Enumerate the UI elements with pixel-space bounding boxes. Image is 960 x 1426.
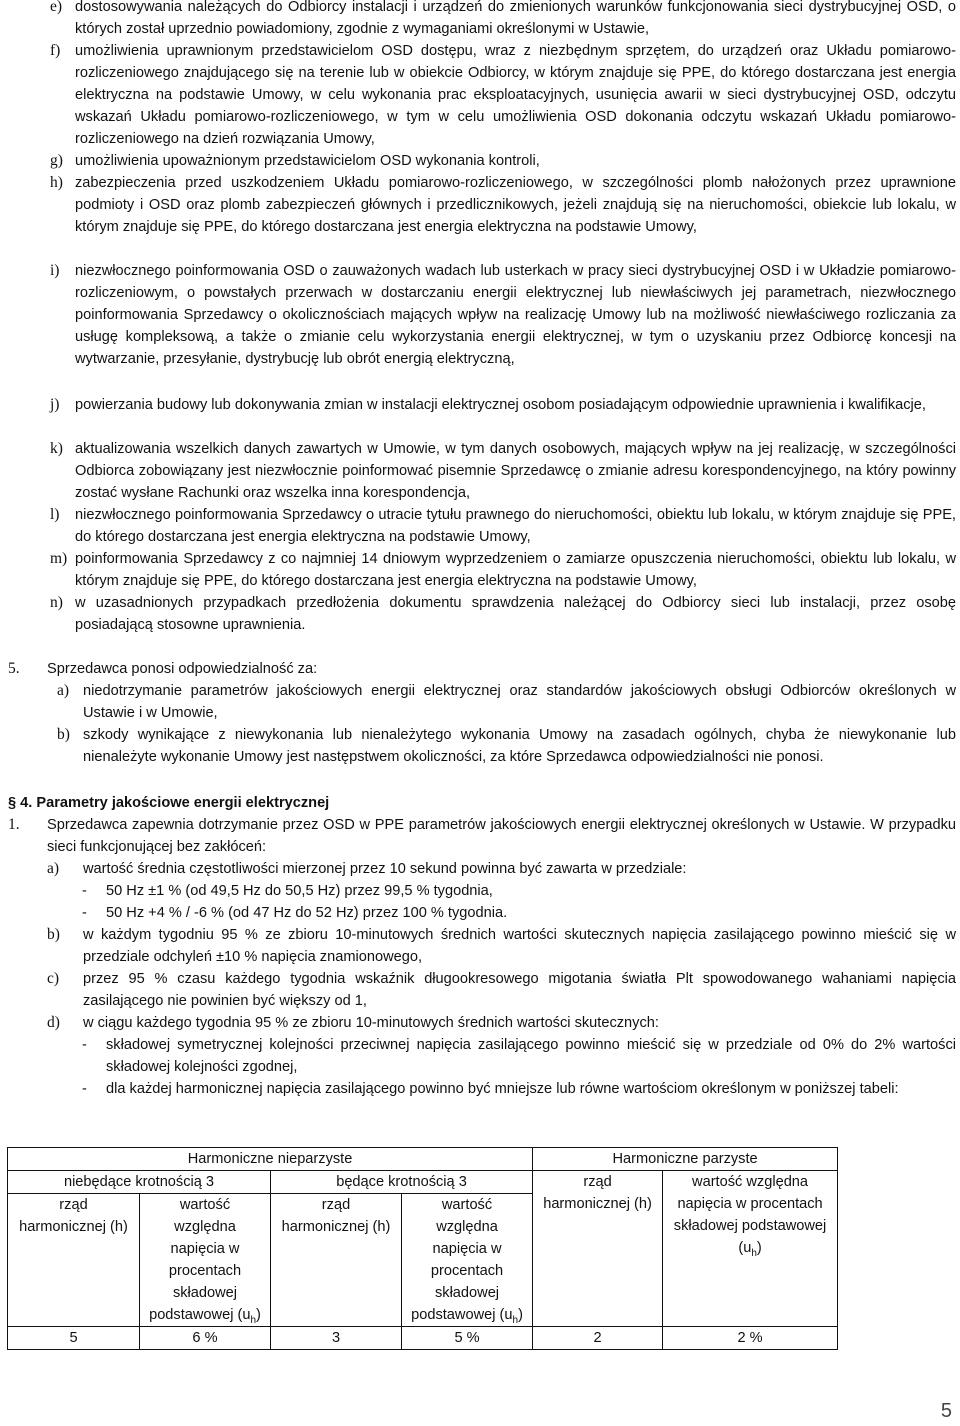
table-header-order-is3 [271,1194,402,1327]
list-text: przez 95 % czasu każdego tygodnia wskaźnik długookresowego migotania światła Plt spowodowanego wahaniami napięcia zasilającego nie powinien być większy od 1, [83,971,956,1009]
list-text: umożliwienia upoważnionym przedstawicielom OSD wykonania kontroli, [75,153,540,169]
page-number: 5 [940,1400,952,1422]
list-label: j) [50,396,60,413]
table-header-multiple-3: będące krotnością 3 [271,1171,533,1194]
table-header-value-is3 [402,1194,533,1327]
closing-paren: ) [256,1307,261,1323]
table-header-text-wrap [402,1194,532,1326]
table-header-text-wrap [140,1194,270,1326]
list-text: umożliwienia uprawnionym przedstawicielom OSD dostępu, wraz z niezbędnym sprzętem, do urządzeń oraz Układu pomiarowo-rozliczeniowego znajdującego się na terenie lub w obiekcie Odbiorcy, w którym znajduje się PPE, do którego dostarczana jest energia elektryczna na podstawie Umowy, w celu wykonania prac eksploatacyjnych, usunięcia awarii w sieci dystrybucyjnej OSD, odczytu wskazań Układu pomiarowo-rozliczeniowego, w tym w celu umożliwienia OSD dokonania odczytu wskazań Układu pomiarowo-rozliczeniowego na dzień rozwiązania Umowy, [75,43,956,147]
subscript-h: h [512,1314,519,1326]
dash-text: dla każdej harmonicznej napięcia zasilającego powinno być mniejsze lub równe wartościom określonym w poniższej tabeli: [106,1081,899,1097]
dash-text: 50 Hz ±1 % (od 49,5 Hz do 50,5 Hz) przez 99,5 % tygodnia, [106,883,493,899]
harmonics-table [7,1147,838,1350]
table-cell: 2 % [663,1327,838,1350]
table-header-even: Harmoniczne parzyste [533,1148,838,1171]
table-header-text: rząd harmonicznej (h) [281,1197,391,1235]
list-text: niezwłocznego poinformowania Sprzedawcy o utracie tytułu prawnego do nieruchomości, obiektu lub lokalu, w którym znajduje się PPE, do którego dostarczana jest energia elektryczna na podstawie Umowy, [75,507,956,545]
section-heading: § 4. Parametry jakościowe energii elektrycznej [8,795,330,811]
subscript-h: h [250,1314,257,1326]
table-header-value-not3 [140,1194,271,1327]
list-label: m) [50,550,68,567]
table-cell: 3 [271,1327,402,1350]
list-label: l) [50,506,60,523]
list-label: h) [50,174,63,191]
closing-paren: ) [756,1240,762,1256]
point-text: Sprzedawca zapewnia dotrzymanie przez OSD w PPE parametrów jakościowych energii elektrycznej określonych w Ustawie. W przypadku sieci funkcjonującej bez zakłóceń: [47,817,956,855]
list-label: e) [50,0,63,15]
subscript-h: h [751,1247,757,1259]
point-label: 5. [8,660,20,677]
list-text: wartość średnia częstotliwości mierzonej przez 10 sekund powinna być zawarta w przedziale: [83,861,687,877]
list-label: n) [50,594,63,611]
table-cell: 5 % [402,1327,533,1350]
table-cell: 2 [533,1327,663,1350]
dash-text: składowej symetrycznej kolejności przeciwnej napięcia zasilającego powinno mieścić się w przedziale od 0% do 2% wartości składowej kolejności zgodnej, [106,1037,956,1075]
list-label: a) [57,682,70,699]
list-text: niezwłocznego poinformowania OSD o zauważonych wadach lub usterkach w pracy sieci dystrybucyjnej OSD i w Układzie pomiarowo-rozliczeniowym, o powstałych przerwach w dostarczaniu energii elektrycznej lub niewłaściwych jej parametrach, niezwłocznego poinformowania Sprzedawcy o okolicznościach mających wpływ na realizację Umowy lub na możliwość niewłaściwego rozliczania za usługę kompleksową, a także o zmianie celu wykorzystania energii elektrycznej, w tym o uzyskaniu przez Odbiorcę koncesji na wytwarzanie, przesyłanie, dystrybucję lub obrót energią elektryczną, [75,263,956,367]
dash-bullet: - [82,1037,87,1053]
table-cell: 5 [8,1327,140,1350]
table-header-text: wartość względna napięcia w procentach składowej podstawowej (u [673,1174,827,1256]
table-header-odd: Harmoniczne nieparzyste [8,1148,533,1171]
dash-bullet: - [82,905,87,921]
list-text: w ciągu każdego tygodnia 95 % ze zbioru 10-minutowych średnich wartości skutecznych: [83,1015,659,1031]
table-header-value-even [663,1171,838,1327]
table-row [8,1327,838,1350]
table-header-text: rząd harmonicznej (h) [19,1197,128,1235]
list-label: k) [50,440,63,457]
list-label: b) [57,726,70,743]
table-header-text: rząd harmonicznej (h) [543,1174,652,1212]
list-label: g) [50,152,63,169]
list-label: d) [47,1014,60,1031]
table-header-order-not3 [8,1194,140,1327]
list-text: w każdym tygodniu 95 % ze zbioru 10-minutowych średnich wartości skutecznych napięcia zasilającego powinno mieścić się w przedziale odchyleń ±10 % napięcia znamionowego, [83,927,956,965]
table-header-text: wartość względna napięcia w procentach składowej podstawowej (u [411,1197,513,1323]
list-label: c) [47,970,60,987]
list-text: szkody wynikające z niewykonania lub nienależytego wykonania Umowy na zasadach ogólnych, chyba że niewykonanie lub nienależyte wykonanie Umowy jest następstwem okoliczności, za które Sprzedawca odpowiedzialności nie ponosi. [83,727,956,765]
dash-text: 50 Hz +4 % / -6 % (od 47 Hz do 52 Hz) przez 100 % tygodnia. [106,905,508,921]
table-header-text-wrap [663,1171,837,1259]
closing-paren: ) [518,1307,523,1323]
dash-bullet: - [82,883,87,899]
table-header-not-multiple-3: niebędące krotnością 3 [8,1171,271,1194]
list-text: dostosowywania należących do Odbiorcy instalacji i urządzeń do zmienionych warunków funkcjonowania sieci dystrybucyjnej OSD, o których został uprzednio powiadomiony, zgodnie z wymaganiami określonymi w Ustawie, [75,0,956,37]
table-header-text: wartość względna napięcia w procentach składowej podstawowej (u [149,1197,251,1323]
list-label: b) [47,926,60,943]
list-label: i) [50,262,60,279]
list-text: poinformowania Sprzedawcy z co najmniej 14 dniowym wyprzedzeniem o zamiarze opuszczenia nieruchomości, obiektu lub lokalu, w którym znajduje się PPE, do którego dostarczana jest energia elektryczna na podstawie Umowy, [75,551,956,589]
list-label: f) [50,42,61,59]
list-text: niedotrzymanie parametrów jakościowych energii elektrycznej oraz standardów jakościowych obsługi Odbiorców określonych w Ustawie i w Umowie, [83,683,956,721]
list-text: powierzania budowy lub dokonywania zmian w instalacji elektrycznej osobom posiadającym odpowiednie uprawnienia i kwalifikacje, [75,397,926,413]
table-header-order-even [533,1171,663,1327]
list-text: zabezpieczenia przed uszkodzeniem Układu pomiarowo-rozliczeniowego, w szczególności plomb nałożonych przez uprawnione podmioty i OSD oraz plomb zabezpieczeń głównych i przedlicznikowych, jeżeli znajdują się na nieruchomości, obiekcie lub lokalu, w którym znajduje się PPE, do którego dostarczana jest energia elektryczna na podstawie Umowy, [75,175,956,235]
list-label: a) [47,860,60,877]
table-cell: 6 % [140,1327,271,1350]
point-text: Sprzedawca ponosi odpowiedzialność za: [47,661,318,677]
list-text: w uzasadnionych przypadkach przedłożenia dokumentu sprawdzenia należącej do Odbiorcy sieci lub instalacji, przez osobę posiadającą stosowne uprawnienia. [75,595,956,633]
point-label: 1. [8,816,20,833]
dash-bullet: - [82,1081,87,1097]
list-text: aktualizowania wszelkich danych zawartych w Umowie, w tym danych osobowych, mających wpływ na jej realizację, w szczególności Odbiorca zobowiązany jest niezwłocznie poinformować pisemnie Sprzedawcę o zmianie adresu korespondencyjnego, na który powinny zostać wysłane Rachunki oraz wszelka inna korespondencja, [75,441,956,501]
